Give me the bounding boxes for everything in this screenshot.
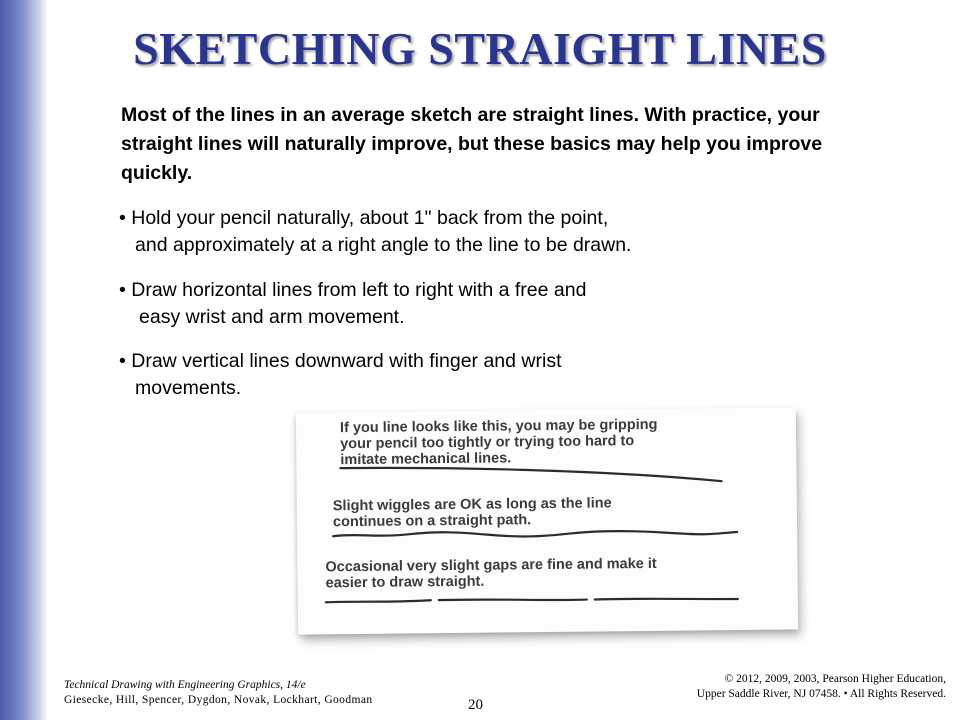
caption-line: easier to draw straight. [325,573,485,592]
left-gradient-bar [0,0,48,720]
caption-line: Slight wiggles are OK as long as the line [332,495,612,515]
bullet-pencil-grip [119,205,631,259]
gapped-sketched-line-2 [439,598,587,601]
bullet-line: and approximately at a right angle to the line to be drawn. [135,234,632,256]
book-citation [64,678,373,708]
caption-line: your pencil too tightly or trying too hard to [340,433,635,453]
wiggly-sketched-line [333,529,737,538]
bullet-line: • Hold your pencil naturally, about 1" back from the point, [119,207,609,229]
caption-line: continues on a straight path. [332,512,532,531]
copyright-line: © 2012, 2009, 2003, Pearson Higher Education, [724,673,946,685]
intro-paragraph: Most of the lines in an average sketch are straight lines. With practice, your straight lines will naturally improve, but these basics may help you improve quickly. [121,104,823,184]
bullet-vertical-lines [119,348,562,402]
slide-title: SKETCHING STRAIGHT LINES [133,23,827,74]
sketch-example-figure [296,407,798,634]
gapped-sketched-line-1 [326,600,431,602]
book-title: Technical Drawing with Engineering Graphics, 14/e [64,679,306,691]
book-authors: Giesecke, Hill, Spencer, Dygdon, Novak, Lockhart, Goodman [64,694,373,706]
copyright-notice [697,672,946,702]
copyright-line: Upper Saddle River, NJ 07458. • All Rights Reserved. [696,688,946,700]
bullet-line: easy wrist and arm movement. [139,306,405,328]
bullet-line: • Draw horizontal lines from left to right with a free and [119,279,587,301]
page-number: 20 [468,697,483,713]
gapped-sketched-line-3 [595,598,738,601]
caption-line: Occasional very slight gaps are fine and make it [325,555,657,576]
bullet-horizontal-lines [119,277,586,331]
caption-line: If you line looks like this, you may be gripping [339,416,658,437]
bullet-line: • Draw vertical lines downward with finger and wrist [119,350,562,372]
caption-line: imitate mechanical lines. [340,450,512,469]
bullet-line: movements. [135,377,242,399]
